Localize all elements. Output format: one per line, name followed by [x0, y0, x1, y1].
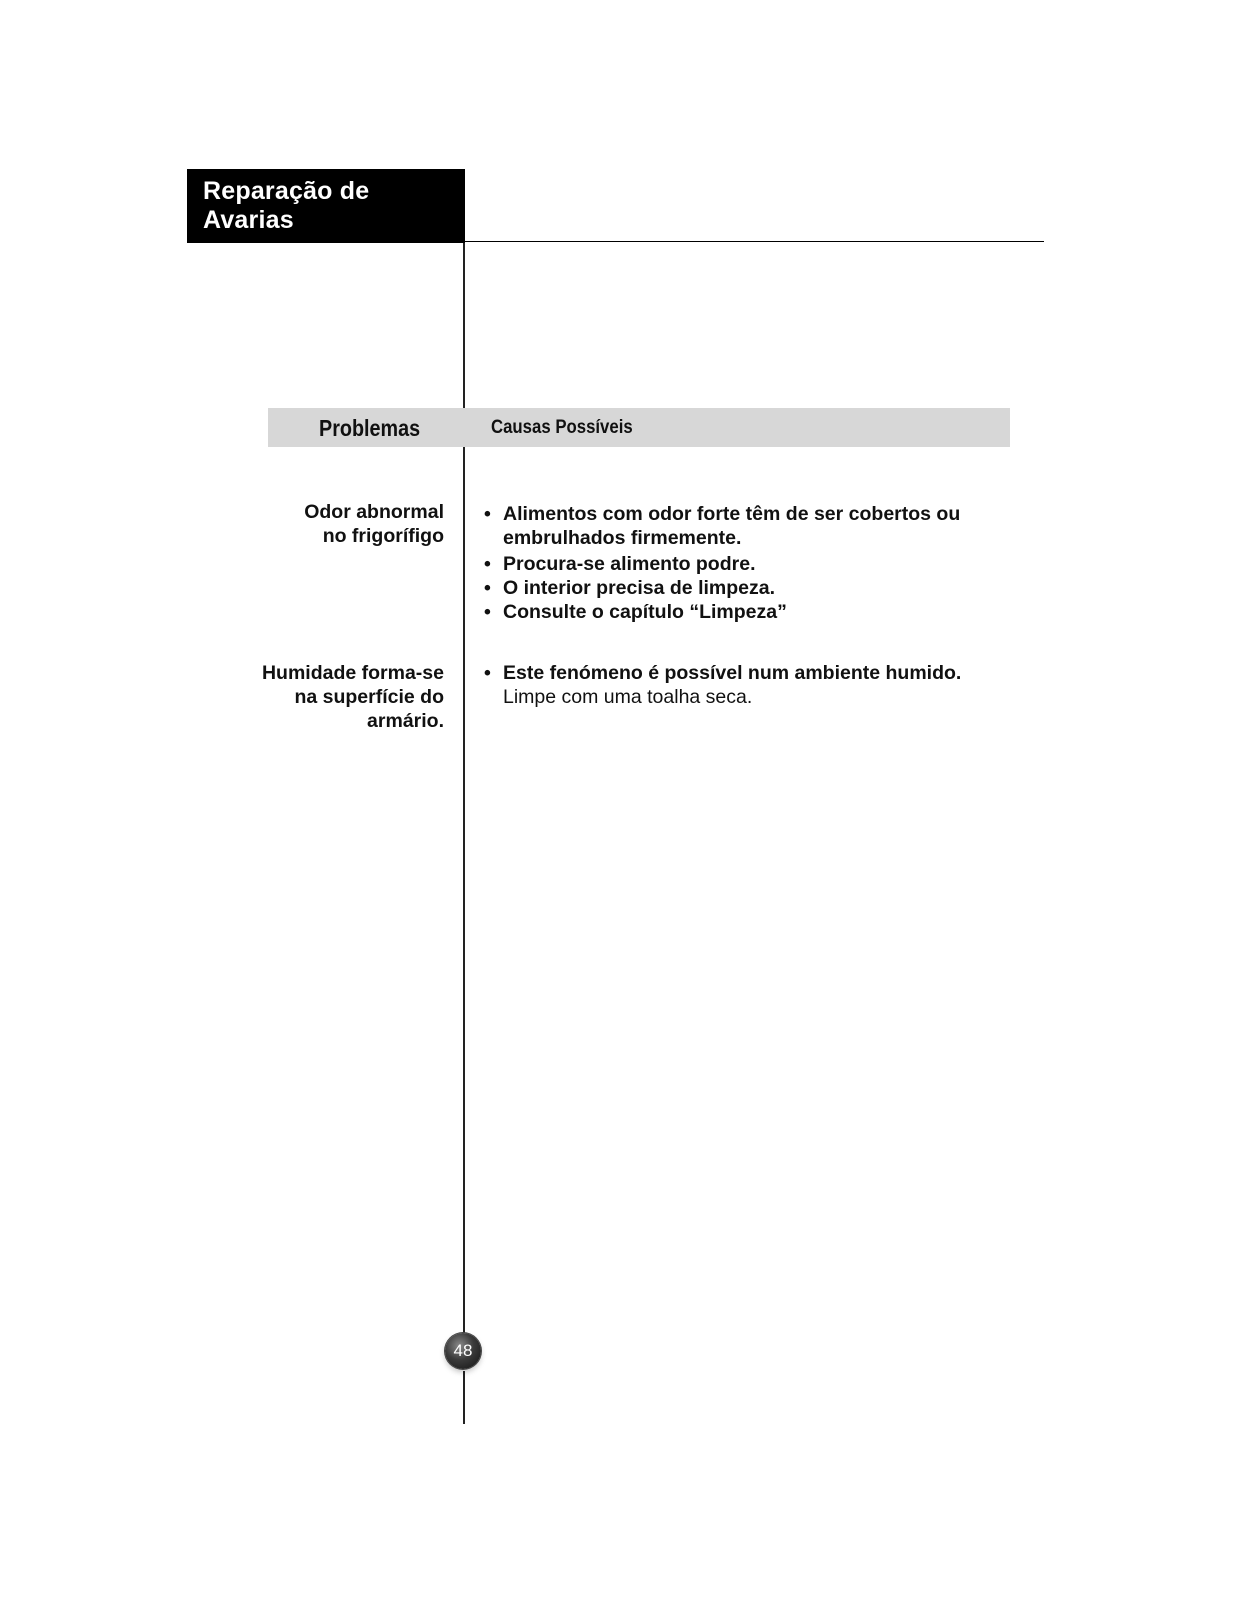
- column-divider: [463, 447, 465, 1333]
- page-number: 48: [453, 1341, 473, 1360]
- cause-text: O interior precisa de limpeza.: [503, 577, 776, 599]
- section-title-text: Reparação de Avarias: [203, 177, 370, 234]
- column-divider-top: [463, 243, 465, 408]
- bullet-icon: •: [484, 577, 491, 599]
- problem-humidity: Humidade forma-se na superfície do armário.: [261, 662, 444, 732]
- cause-item: [484, 600, 1024, 624]
- header-causes: Causas Possíveis: [491, 416, 633, 438]
- cause-item: [484, 576, 1024, 600]
- cause-text: Este fenómeno é possível num ambiente humido.: [503, 662, 962, 684]
- bullet-icon: •: [484, 553, 491, 575]
- causes-list-odor: [484, 502, 1024, 624]
- cause-note: Limpe com uma toalha seca.: [503, 686, 753, 708]
- cause-text: Consulte o capítulo “Limpeza”: [503, 601, 787, 623]
- problem-odor: Odor abnormal no frigorífigo: [304, 501, 444, 547]
- bullet-icon: •: [484, 601, 491, 623]
- column-divider-bottom: [463, 1371, 465, 1424]
- cause-item: [484, 552, 1024, 576]
- cause-item: [484, 502, 1024, 550]
- cause-item: [484, 661, 1024, 709]
- bullet-icon: •: [484, 503, 491, 525]
- title-rule: [463, 241, 1044, 242]
- cause-text: Procura-se alimento podre.: [503, 553, 756, 575]
- bullet-icon: •: [484, 662, 491, 684]
- header-problems: Problemas: [319, 415, 421, 441]
- causes-list-humidity: [484, 661, 1024, 709]
- page-number-badge: [445, 1333, 481, 1369]
- section-title: [187, 169, 465, 243]
- cause-text: Alimentos com odor forte têm de ser cobertos ou embrulhados firmemente.: [503, 503, 961, 549]
